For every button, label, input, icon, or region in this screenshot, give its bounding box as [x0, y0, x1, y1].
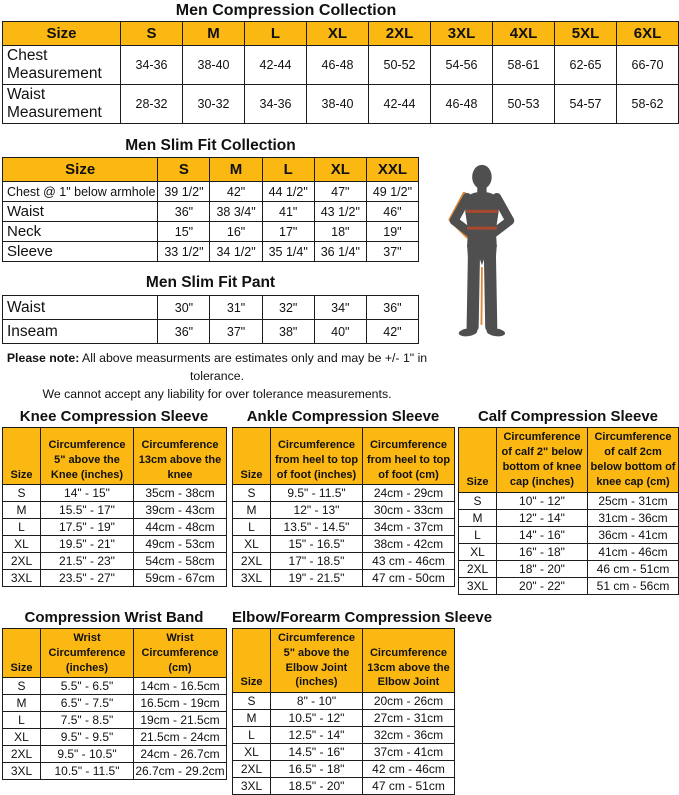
cell-value: 18.5" - 20" — [271, 778, 363, 795]
size-cell: XL — [233, 536, 271, 553]
column-header: L — [245, 22, 307, 46]
cell-value: 20" - 22" — [497, 577, 588, 594]
cell-value: 19" - 21.5" — [271, 570, 363, 587]
row-label: Sleeve — [3, 242, 158, 262]
cell-value: 35 1/4" — [262, 242, 314, 262]
cell-value: 44cm - 48cm — [134, 519, 227, 536]
cell-value: 51 cm - 56cm — [588, 577, 679, 594]
column-header: 2XL — [369, 22, 431, 46]
cell-value: 46-48 — [307, 46, 369, 85]
cell-value: 42-44 — [245, 46, 307, 85]
column-header: Circumference from heel to top of foot (inches) — [271, 428, 363, 485]
column-header: Circumference 13cm above the knee — [134, 428, 227, 485]
cell-value: 30cm - 33cm — [363, 502, 455, 519]
elbow-table-element — [232, 628, 455, 795]
cell-value: 38 3/4" — [210, 202, 262, 222]
table-row — [3, 570, 227, 587]
cell-value: 7.5" - 8.5" — [41, 712, 134, 729]
cell-value: 44 1/2" — [262, 182, 314, 202]
cell-value: 30" — [158, 296, 210, 320]
table-row — [233, 727, 455, 744]
column-header: Circumference 13cm above the Elbow Joint — [363, 628, 455, 692]
size-cell: 3XL — [3, 763, 41, 780]
sleeve-tables-row-1 — [0, 408, 679, 594]
cell-value: 13.5" - 14.5" — [271, 519, 363, 536]
column-header: XXL — [366, 158, 418, 182]
slim_fit-table-element — [2, 157, 419, 262]
cell-value: 32" — [262, 296, 314, 320]
cell-value: 37cm - 41cm — [363, 744, 455, 761]
column-header: M — [183, 22, 245, 46]
compression-collection-title: Men Compression Collection — [0, 0, 572, 20]
column-header: M — [210, 158, 262, 182]
elbow-sleeve-table — [232, 628, 454, 795]
column-header: 6XL — [617, 22, 679, 46]
size-cell: 3XL — [233, 570, 271, 587]
wrist-band-title: Compression Wrist Band — [2, 609, 226, 626]
size-cell: 3XL — [3, 570, 41, 587]
cell-value: 9.5" - 11.5" — [271, 485, 363, 502]
slim-fit-collection-title: Men Slim Fit Collection — [2, 137, 419, 155]
cell-value: 58-61 — [493, 46, 555, 85]
size-cell: 3XL — [233, 778, 271, 795]
cell-value: 10.5" - 11.5" — [41, 763, 134, 780]
size-column-header: Size — [3, 22, 121, 46]
size-column-header: Size — [3, 628, 41, 678]
header-row — [3, 158, 419, 182]
tolerance-note-lead: Please note: — [7, 351, 79, 365]
cell-value: 24cm - 26.7cm — [134, 746, 227, 763]
column-header: Circumference from heel to top of foot (cm) — [363, 428, 455, 485]
cell-value: 23.5" - 27" — [41, 570, 134, 587]
size-cell: 3XL — [459, 577, 497, 594]
knee-sleeve-title: Knee Compression Sleeve — [2, 408, 226, 425]
table-row — [3, 320, 419, 344]
table-row — [3, 729, 227, 746]
cell-value: 17" - 18.5" — [271, 553, 363, 570]
table-row — [459, 560, 679, 577]
header-row — [233, 428, 455, 485]
knee-sleeve-table — [2, 427, 226, 587]
size-column-header: Size — [233, 428, 271, 485]
cell-value: 12.5" - 14" — [271, 727, 363, 744]
size-cell: S — [233, 485, 271, 502]
compression-table-element — [2, 21, 679, 124]
size-column-header: Size — [3, 158, 158, 182]
row-label: Neck — [3, 222, 158, 242]
cell-value: 17.5" - 19" — [41, 519, 134, 536]
table-row — [3, 553, 227, 570]
cell-value: 47 cm - 51cm — [363, 778, 455, 795]
wrist-band-block — [2, 609, 226, 781]
column-header: Circumference of calf 2" below bottom of knee cap (inches) — [497, 428, 588, 492]
cell-value: 38-40 — [183, 46, 245, 85]
table-row — [3, 85, 679, 124]
cell-value: 50-52 — [369, 46, 431, 85]
size-cell: M — [3, 695, 41, 712]
table-row — [459, 526, 679, 543]
men-slim-fit-pant-table — [2, 295, 419, 344]
table-row — [3, 46, 679, 85]
cell-value: 34cm - 37cm — [363, 519, 455, 536]
ankle-sleeve-table — [232, 427, 454, 587]
cell-value: 43 cm - 46cm — [363, 553, 455, 570]
cell-value: 47 cm - 50cm — [363, 570, 455, 587]
cell-value: 59cm - 67cm — [134, 570, 227, 587]
cell-value: 26.7cm - 29.2cm — [134, 763, 227, 780]
column-header: S — [121, 22, 183, 46]
tolerance-note-line1: All above measurments are estimates only and may be +/- 1" in tolerance. — [79, 351, 427, 383]
cell-value: 37" — [210, 320, 262, 344]
cell-value: 8" - 10" — [271, 693, 363, 710]
slim_pant-table-element — [2, 295, 419, 344]
row-label: Waist — [3, 202, 158, 222]
size-cell: L — [3, 712, 41, 729]
table-row — [233, 693, 455, 710]
cell-value: 41" — [262, 202, 314, 222]
calf-sleeve-title: Calf Compression Sleeve — [458, 408, 678, 425]
cell-value: 27cm - 31cm — [363, 710, 455, 727]
column-header: XL — [307, 22, 369, 46]
header-row — [3, 428, 227, 485]
cell-value: 15" - 16.5" — [271, 536, 363, 553]
figure-area — [419, 137, 679, 403]
cell-value: 50-53 — [493, 85, 555, 124]
cell-value: 16.5cm - 19cm — [134, 695, 227, 712]
cell-value: 19.5" - 21" — [41, 536, 134, 553]
row-label: Inseam — [3, 320, 158, 344]
size-cell: L — [233, 727, 271, 744]
cell-value: 24cm - 29cm — [363, 485, 455, 502]
cell-value: 17" — [262, 222, 314, 242]
cell-value: 39 1/2" — [158, 182, 210, 202]
slim-fit-section — [0, 137, 679, 403]
cell-value: 46 cm - 51cm — [588, 560, 679, 577]
cell-value: 42" — [210, 182, 262, 202]
size-column-header: Size — [459, 428, 497, 492]
cell-value: 16.5" - 18" — [271, 761, 363, 778]
table-row — [233, 502, 455, 519]
cell-value: 31" — [210, 296, 262, 320]
cell-value: 12" - 14" — [497, 509, 588, 526]
figure-left-leg — [473, 251, 474, 326]
calf-table-element — [458, 427, 679, 594]
cell-value: 49cm - 53cm — [134, 536, 227, 553]
cell-value: 49 1/2" — [366, 182, 418, 202]
cell-value: 36" — [366, 296, 418, 320]
table-row — [233, 485, 455, 502]
size-cell: S — [3, 678, 41, 695]
ankle-table-element — [232, 427, 455, 587]
ankle-sleeve-block — [232, 408, 454, 587]
cell-value: 36" — [158, 320, 210, 344]
cell-value: 9.5" - 10.5" — [41, 746, 134, 763]
calf-sleeve-table — [458, 427, 678, 594]
cell-value: 14" - 16" — [497, 526, 588, 543]
cell-value: 34-36 — [121, 46, 183, 85]
size-cell: L — [3, 519, 41, 536]
cell-value: 34" — [314, 296, 366, 320]
cell-value: 5.5" - 6.5" — [41, 678, 134, 695]
cell-value: 15" — [158, 222, 210, 242]
ankle-sleeve-title: Ankle Compression Sleeve — [232, 408, 454, 425]
size-cell: 2XL — [233, 553, 271, 570]
cell-value: 36" — [158, 202, 210, 222]
size-column-header: Size — [3, 428, 41, 485]
slim-fit-pant-title: Men Slim Fit Pant — [2, 274, 419, 292]
table-row — [3, 712, 227, 729]
column-header: L — [262, 158, 314, 182]
table-row — [3, 182, 419, 202]
size-column-header: Size — [233, 628, 271, 692]
row-label: Chest @ 1" below armhole — [3, 182, 158, 202]
table-row — [3, 502, 227, 519]
table-row — [3, 746, 227, 763]
size-cell: S — [233, 693, 271, 710]
table-row — [233, 553, 455, 570]
men-slim-fit-table — [2, 157, 419, 262]
row-label: Waist — [3, 296, 158, 320]
size-cell: 2XL — [3, 746, 41, 763]
figure-right-leg — [490, 251, 491, 326]
cell-value: 16" - 18" — [497, 543, 588, 560]
cell-value: 43 1/2" — [314, 202, 366, 222]
table-row — [233, 536, 455, 553]
wrist-table-element — [2, 628, 227, 781]
table-row — [3, 296, 419, 320]
row-label: Waist Measurement — [3, 85, 121, 124]
cell-value: 46-48 — [431, 85, 493, 124]
cell-value: 40" — [314, 320, 366, 344]
size-cell: S — [3, 485, 41, 502]
cell-value: 39cm - 43cm — [134, 502, 227, 519]
column-header: Circumference of calf 2cm below bottom of knee cap (cm) — [588, 428, 679, 492]
table-row — [459, 492, 679, 509]
cell-value: 32cm - 36cm — [363, 727, 455, 744]
size-cell: M — [233, 502, 271, 519]
male-silhouette-figure — [439, 163, 523, 354]
cell-value: 42 cm - 46cm — [363, 761, 455, 778]
column-header: 5XL — [555, 22, 617, 46]
size-cell: L — [459, 526, 497, 543]
column-header: S — [158, 158, 210, 182]
cell-value: 54-57 — [555, 85, 617, 124]
cell-value: 9.5" - 9.5" — [41, 729, 134, 746]
cell-value: 6.5" - 7.5" — [41, 695, 134, 712]
cell-value: 54-56 — [431, 46, 493, 85]
table-row — [3, 536, 227, 553]
cell-value: 66-70 — [617, 46, 679, 85]
cell-value: 10.5" - 12" — [271, 710, 363, 727]
column-header: Circumference 5" above the Knee (inches) — [41, 428, 134, 485]
table-row — [3, 695, 227, 712]
figure-torso — [465, 192, 498, 247]
cell-value: 38-40 — [307, 85, 369, 124]
header-row — [3, 22, 679, 46]
table-row — [233, 744, 455, 761]
table-row — [3, 763, 227, 780]
header-row — [459, 428, 679, 492]
cell-value: 31cm - 36cm — [588, 509, 679, 526]
cell-value: 16" — [210, 222, 262, 242]
size-cell: 2XL — [233, 761, 271, 778]
cell-value: 30-32 — [183, 85, 245, 124]
size-cell: M — [233, 710, 271, 727]
cell-value: 20cm - 26cm — [363, 693, 455, 710]
elbow-sleeve-block — [232, 609, 454, 795]
cell-value: 47" — [314, 182, 366, 202]
cell-value: 14" - 15" — [41, 485, 134, 502]
cell-value: 36 1/4" — [314, 242, 366, 262]
cell-value: 58-62 — [617, 85, 679, 124]
cell-value: 54cm - 58cm — [134, 553, 227, 570]
table-row — [3, 485, 227, 502]
cell-value: 37" — [366, 242, 418, 262]
header-row — [233, 628, 455, 692]
cell-value: 25cm - 31cm — [588, 492, 679, 509]
table-row — [459, 577, 679, 594]
size-cell: M — [459, 509, 497, 526]
cell-value: 34-36 — [245, 85, 307, 124]
column-header: Wrist Circumference (cm) — [134, 628, 227, 678]
size-cell: 2XL — [3, 553, 41, 570]
slim-fit-column — [2, 137, 419, 403]
column-header: 4XL — [493, 22, 555, 46]
size-cell: XL — [233, 744, 271, 761]
column-header: XL — [314, 158, 366, 182]
cell-value: 38cm - 42cm — [363, 536, 455, 553]
cell-value: 34 1/2" — [210, 242, 262, 262]
cell-value: 42" — [366, 320, 418, 344]
cell-value: 10" - 12" — [497, 492, 588, 509]
cell-value: 28-32 — [121, 85, 183, 124]
male-silhouette-svg — [439, 163, 523, 349]
cell-value: 19cm - 21.5cm — [134, 712, 227, 729]
tolerance-note — [2, 350, 432, 403]
table-row — [3, 202, 419, 222]
cell-value: 18" — [314, 222, 366, 242]
column-header: 3XL — [431, 22, 493, 46]
table-row — [3, 222, 419, 242]
cell-value: 14cm - 16.5cm — [134, 678, 227, 695]
size-cell: XL — [3, 729, 41, 746]
cell-value: 38" — [262, 320, 314, 344]
size-cell: XL — [3, 536, 41, 553]
table-row — [3, 519, 227, 536]
table-row — [233, 710, 455, 727]
table-row — [3, 678, 227, 695]
column-header: Wrist Circumference (inches) — [41, 628, 134, 678]
men-compression-table — [2, 21, 678, 124]
table-row — [459, 509, 679, 526]
cell-value: 46" — [366, 202, 418, 222]
knee-table-element — [2, 427, 227, 587]
column-header: Circumference 5" above the Elbow Joint (inches) — [271, 628, 363, 692]
cell-value: 21.5" - 23" — [41, 553, 134, 570]
table-row — [233, 778, 455, 795]
knee-sleeve-block — [2, 408, 226, 587]
cell-value: 12" - 13" — [271, 502, 363, 519]
tolerance-note-line2: We cannot accept any liability for over tolerance measurements. — [42, 387, 391, 401]
cell-value: 35cm - 38cm — [134, 485, 227, 502]
cell-value: 42-44 — [369, 85, 431, 124]
table-row — [233, 519, 455, 536]
cell-value: 41cm - 46cm — [588, 543, 679, 560]
size-cell: XL — [459, 543, 497, 560]
cell-value: 62-65 — [555, 46, 617, 85]
calf-sleeve-block — [458, 408, 678, 594]
size-cell: S — [459, 492, 497, 509]
cell-value: 14.5" - 16" — [271, 744, 363, 761]
elbow-sleeve-title: Elbow/Forearm Compression Sleeve — [232, 609, 454, 626]
size-cell: M — [3, 502, 41, 519]
size-cell: L — [233, 519, 271, 536]
cell-value: 19" — [366, 222, 418, 242]
cell-value: 21.5cm - 24cm — [134, 729, 227, 746]
cell-value: 33 1/2" — [158, 242, 210, 262]
row-label: Chest Measurement — [3, 46, 121, 85]
cell-value: 36cm - 41cm — [588, 526, 679, 543]
sleeve-tables-row-2 — [0, 609, 679, 795]
header-row — [3, 628, 227, 678]
cell-value: 15.5" - 17" — [41, 502, 134, 519]
table-row — [233, 570, 455, 587]
table-row — [459, 543, 679, 560]
size-cell: 2XL — [459, 560, 497, 577]
cell-value: 18" - 20" — [497, 560, 588, 577]
table-row — [233, 761, 455, 778]
wrist-band-table — [2, 628, 226, 781]
table-row — [3, 242, 419, 262]
